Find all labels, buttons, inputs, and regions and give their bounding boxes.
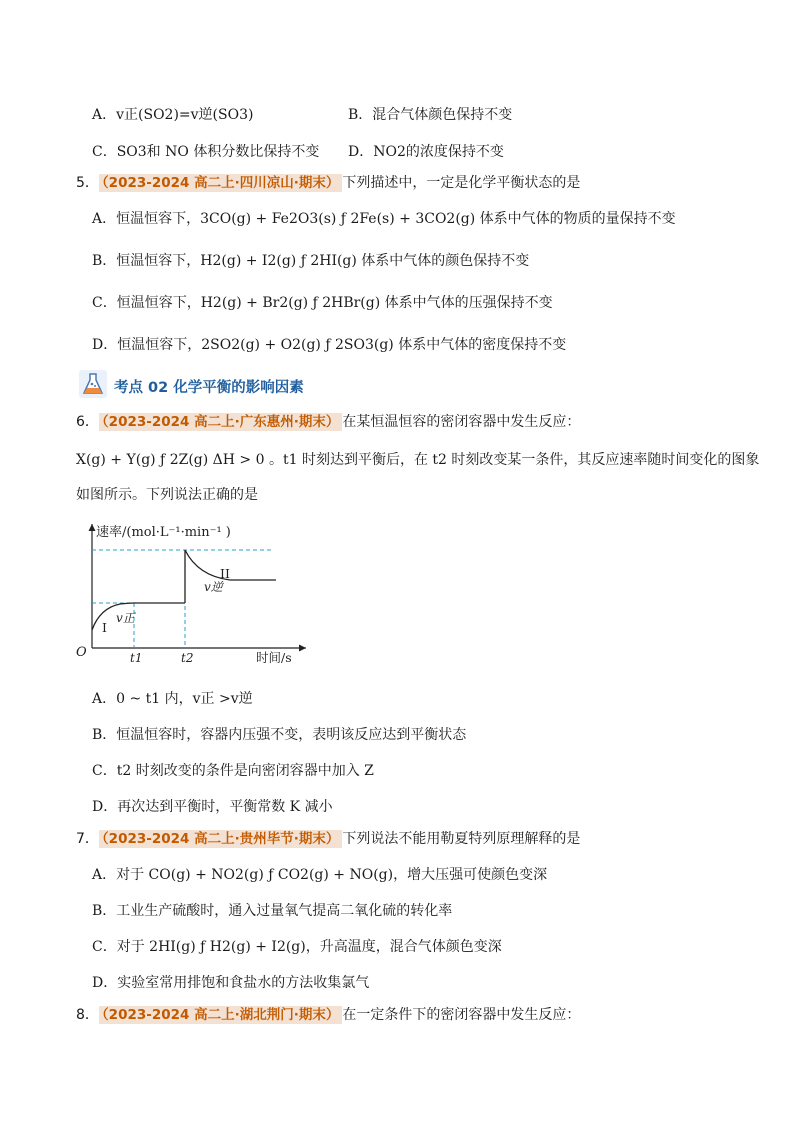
q5-option-d: D．恒温恒容下，2SO2(g) + O2(g) ƒ 2SO3(g) 体系中气体的密度保持不变 [92, 337, 567, 353]
question-stem: 在某恒温恒容的密闭容器中发生反应： [342, 414, 581, 430]
q7-option-a: A．对于 CO(g) + NO2(g) ƒ CO2(g) + NO(g)，增大压强可使颜色变深 [92, 867, 548, 883]
source-tag: （2023-2024 高二上·四川凉山·期末） [99, 174, 342, 192]
q5-option-a: A．恒温恒容下，3CO(g) + Fe2O3(s) ƒ 2Fe(s) + 3CO2(g) 体系中气体的物质的量保持不变 [92, 211, 676, 227]
source-tag: （2023-2024 高二上·湖北荆门·期末） [99, 1006, 342, 1024]
q6-line-2: X(g) + Y(g) ƒ 2Z(g) ΔH > 0 。t1 时刻达到平衡后，在 t2 时刻改变某一条件，其反应速率随时间变化的图象 [76, 452, 760, 468]
section-header [78, 372, 304, 400]
q6-line-3: 如图所示。下列说法正确的是 [76, 487, 258, 503]
v-reverse-label: v逆 [204, 580, 223, 594]
q7-option-c: C．对于 2HI(g) ƒ H2(g) + I2(g)，升高温度，混合气体颜色变深 [92, 939, 502, 955]
curve-ii [185, 550, 276, 603]
x-axis-label: 时间/s [256, 650, 292, 665]
question-number: 5． [76, 175, 99, 191]
question-6 [76, 412, 580, 432]
question-stem: 在一定条件下的密闭容器中发生反应： [342, 1007, 581, 1023]
y-axis-label: 速率/(mol·L⁻¹·min⁻¹ ) [96, 525, 231, 540]
q4-option-d: D．NO2的浓度保持不变 [348, 144, 504, 160]
question-stem: 下列说法不能用勒夏特列原理解释的是 [342, 831, 581, 847]
q6-option-a: A．0 ~ t1 内，v正 >v逆 [92, 691, 253, 707]
q4-option-a: A．v正(SO2)=v逆(SO3) [92, 107, 254, 123]
rate-time-figure [70, 518, 310, 670]
q6-option-c: C．t2 时刻改变的条件是向密闭容器中加入 Z [92, 763, 374, 779]
q5-option-c: C．恒温恒容下，H2(g) + Br2(g) ƒ 2HBr(g) 体系中气体的压强保持不变 [92, 295, 553, 311]
question-number: 8． [76, 1007, 99, 1023]
q7-option-d: D．实验室常用排饱和食盐水的方法收集氯气 [92, 975, 370, 991]
curve-ii-label: II [220, 566, 230, 581]
v-forward-label: v正 [116, 611, 135, 625]
curve-i-label: I [102, 620, 107, 635]
flask-icon [78, 369, 108, 403]
question-stem: 下列描述中，一定是化学平衡状态的是 [342, 175, 581, 191]
source-tag: （2023-2024 高二上·贵州毕节·期末） [99, 830, 342, 848]
source-tag: （2023-2024 高二上·广东惠州·期末） [99, 413, 342, 431]
origin-label: O [76, 645, 87, 660]
t2-label: t2 [181, 651, 194, 665]
question-7 [76, 829, 580, 849]
question-number: 6． [76, 414, 99, 430]
question-number: 7． [76, 831, 99, 847]
q5-option-b: B．恒温恒容下，H2(g) + I2(g) ƒ 2HI(g) 体系中气体的颜色保持不变 [92, 253, 530, 269]
q6-option-d: D．再次达到平衡时，平衡常数 K 减小 [92, 799, 333, 815]
q4-option-b: B．混合气体颜色保持不变 [348, 107, 513, 123]
t1-label: t1 [130, 651, 143, 665]
question-5 [76, 173, 580, 193]
question-8 [76, 1005, 580, 1025]
q7-option-b: B．工业生产硫酸时，通入过量氧气提高二氧化硫的转化率 [92, 903, 453, 919]
section-title: 考点 02 化学平衡的影响因素 [114, 379, 304, 396]
q6-option-b: B．恒温恒容时，容器内压强不变，表明该反应达到平衡状态 [92, 727, 467, 743]
q4-option-c: C．SO3和 NO 体积分数比保持不变 [92, 144, 320, 160]
